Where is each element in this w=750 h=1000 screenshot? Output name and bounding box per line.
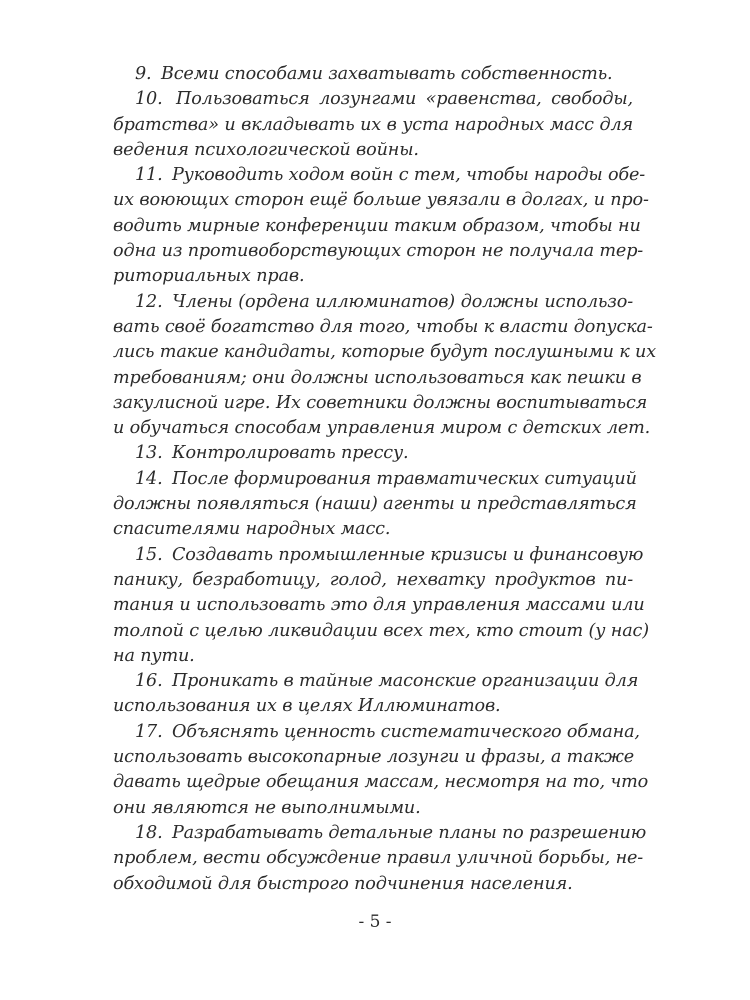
text-line [113,214,641,239]
text-line [113,188,649,213]
text-line-content: Всеми способами захватывать собственность. [160,64,613,84]
text-line [113,846,644,871]
text-line [113,366,642,391]
text-line [113,796,633,821]
list-item [113,163,649,289]
text-line [113,619,649,644]
text-line-content: проблем, вести обсуждение правил уличной борьбы, не- [113,848,644,869]
text-line-content: Разрабатывать детальные планы по разрешению [171,822,647,843]
text-line-content: Создавать промышленные кризисы и финансовую [171,544,644,565]
text-line [113,264,633,289]
text-line [113,492,637,517]
text-line [113,416,651,441]
text-line-content: водить мирные конференции таким образом, чтобы ни [113,215,641,236]
text-line [113,770,649,795]
text-line-content: их воюющих сторон ещё больше увязали в долгах, и про- [113,190,649,211]
list-item [113,669,639,720]
text-line-content: спасителями народных масс. [113,519,391,540]
list-item-number: 14. [135,468,163,489]
text-line-content: одна из противоборствующих сторон не получала тер- [113,241,644,262]
text-line [113,315,653,340]
list-item [113,87,633,163]
text-line-content: требованиям; они должны использоваться как пешки в [113,367,642,388]
text-line [113,669,639,694]
text-line [113,467,637,492]
text-line-content: ведения психологической войны. [113,139,419,160]
text-line-content: После формирования травматических ситуаций [171,468,637,489]
text-line [113,644,633,669]
text-line [113,821,647,846]
text-line-content: панику, безработицу, голод, нехватку продуктов пи- [113,569,633,590]
text-line-content: Контролировать прессу. [171,443,409,464]
text-line-content: и обучаться способам управления миром с детских лет. [113,418,651,439]
text-line-content: тания и использовать это для управления массами или [113,595,645,616]
text-line [113,872,633,897]
text-line [113,568,633,593]
body-text [113,62,657,897]
text-line [113,62,633,87]
list-item-number: 17. [135,721,163,742]
list-item-number: 15. [135,544,163,565]
text-line-content: обходимой для быстрого подчинения населения. [113,873,573,894]
text-line-content: давать щедрые обещания массам, несмотря на то, что [113,772,649,793]
list-item-number: 18. [135,822,163,843]
text-line [113,340,657,365]
text-line-content: риториальных прав. [113,266,305,287]
text-line-content: лись такие кандидаты, которые будут послушными к их [113,342,657,363]
text-line-content: Пользоваться лозунгами «равенства, свободы, [176,89,633,110]
text-line [113,694,633,719]
list-item-number: 11. [135,165,163,186]
page-number: - 5 - [358,912,392,932]
list-item [113,467,637,543]
text-line [113,593,645,618]
text-line [113,138,633,163]
text-line [113,543,644,568]
text-line-content: Проникать в тайные масонские организации для [171,671,639,692]
text-line [113,239,644,264]
text-line-content: вать своё богатство для того, чтобы к власти допуска- [113,316,653,337]
text-line [113,113,633,138]
text-line-content: использования их в целях Иллюминатов. [113,696,501,717]
text-line-content: Руководить ходом войн с тем, чтобы народы обе- [171,165,646,186]
text-line [113,290,633,315]
text-line [113,391,648,416]
list-item [113,720,649,821]
text-line [113,517,633,542]
text-line-content: они являются не выполнимыми. [113,797,421,818]
list-item [113,290,657,442]
list-item [113,543,649,669]
text-line-content: толпой с целью ликвидации всех тех, кто стоит (у нас) [113,620,649,641]
text-line-content: закулисной игре. Их советники должны воспитываться [113,392,648,413]
text-line-content: на пути. [113,645,195,666]
list-item [113,821,647,897]
text-line-content: использовать высокопарные лозунги и фразы, а также [113,747,635,768]
text-line [113,163,646,188]
list-item-number: 9. [135,64,152,84]
list-item-number: 10. [135,89,163,110]
text-line [113,87,633,112]
text-line-content: Объяснять ценность систематического обмана, [171,721,640,742]
list-item [113,441,633,466]
list-item-number: 12. [135,291,163,312]
text-line-content: Члены (ордена иллюминатов) должны использо- [172,291,633,312]
text-line-content: должны появляться (наши) агенты и представляться [113,494,637,515]
text-line [113,720,640,745]
text-line [113,745,633,770]
list-item [113,62,633,87]
list-item-number: 13. [135,443,163,464]
text-line [113,441,633,466]
list-item-number: 16. [135,671,163,692]
text-line-content: братства» и вкладывать их в уста народных масс для [113,114,633,135]
